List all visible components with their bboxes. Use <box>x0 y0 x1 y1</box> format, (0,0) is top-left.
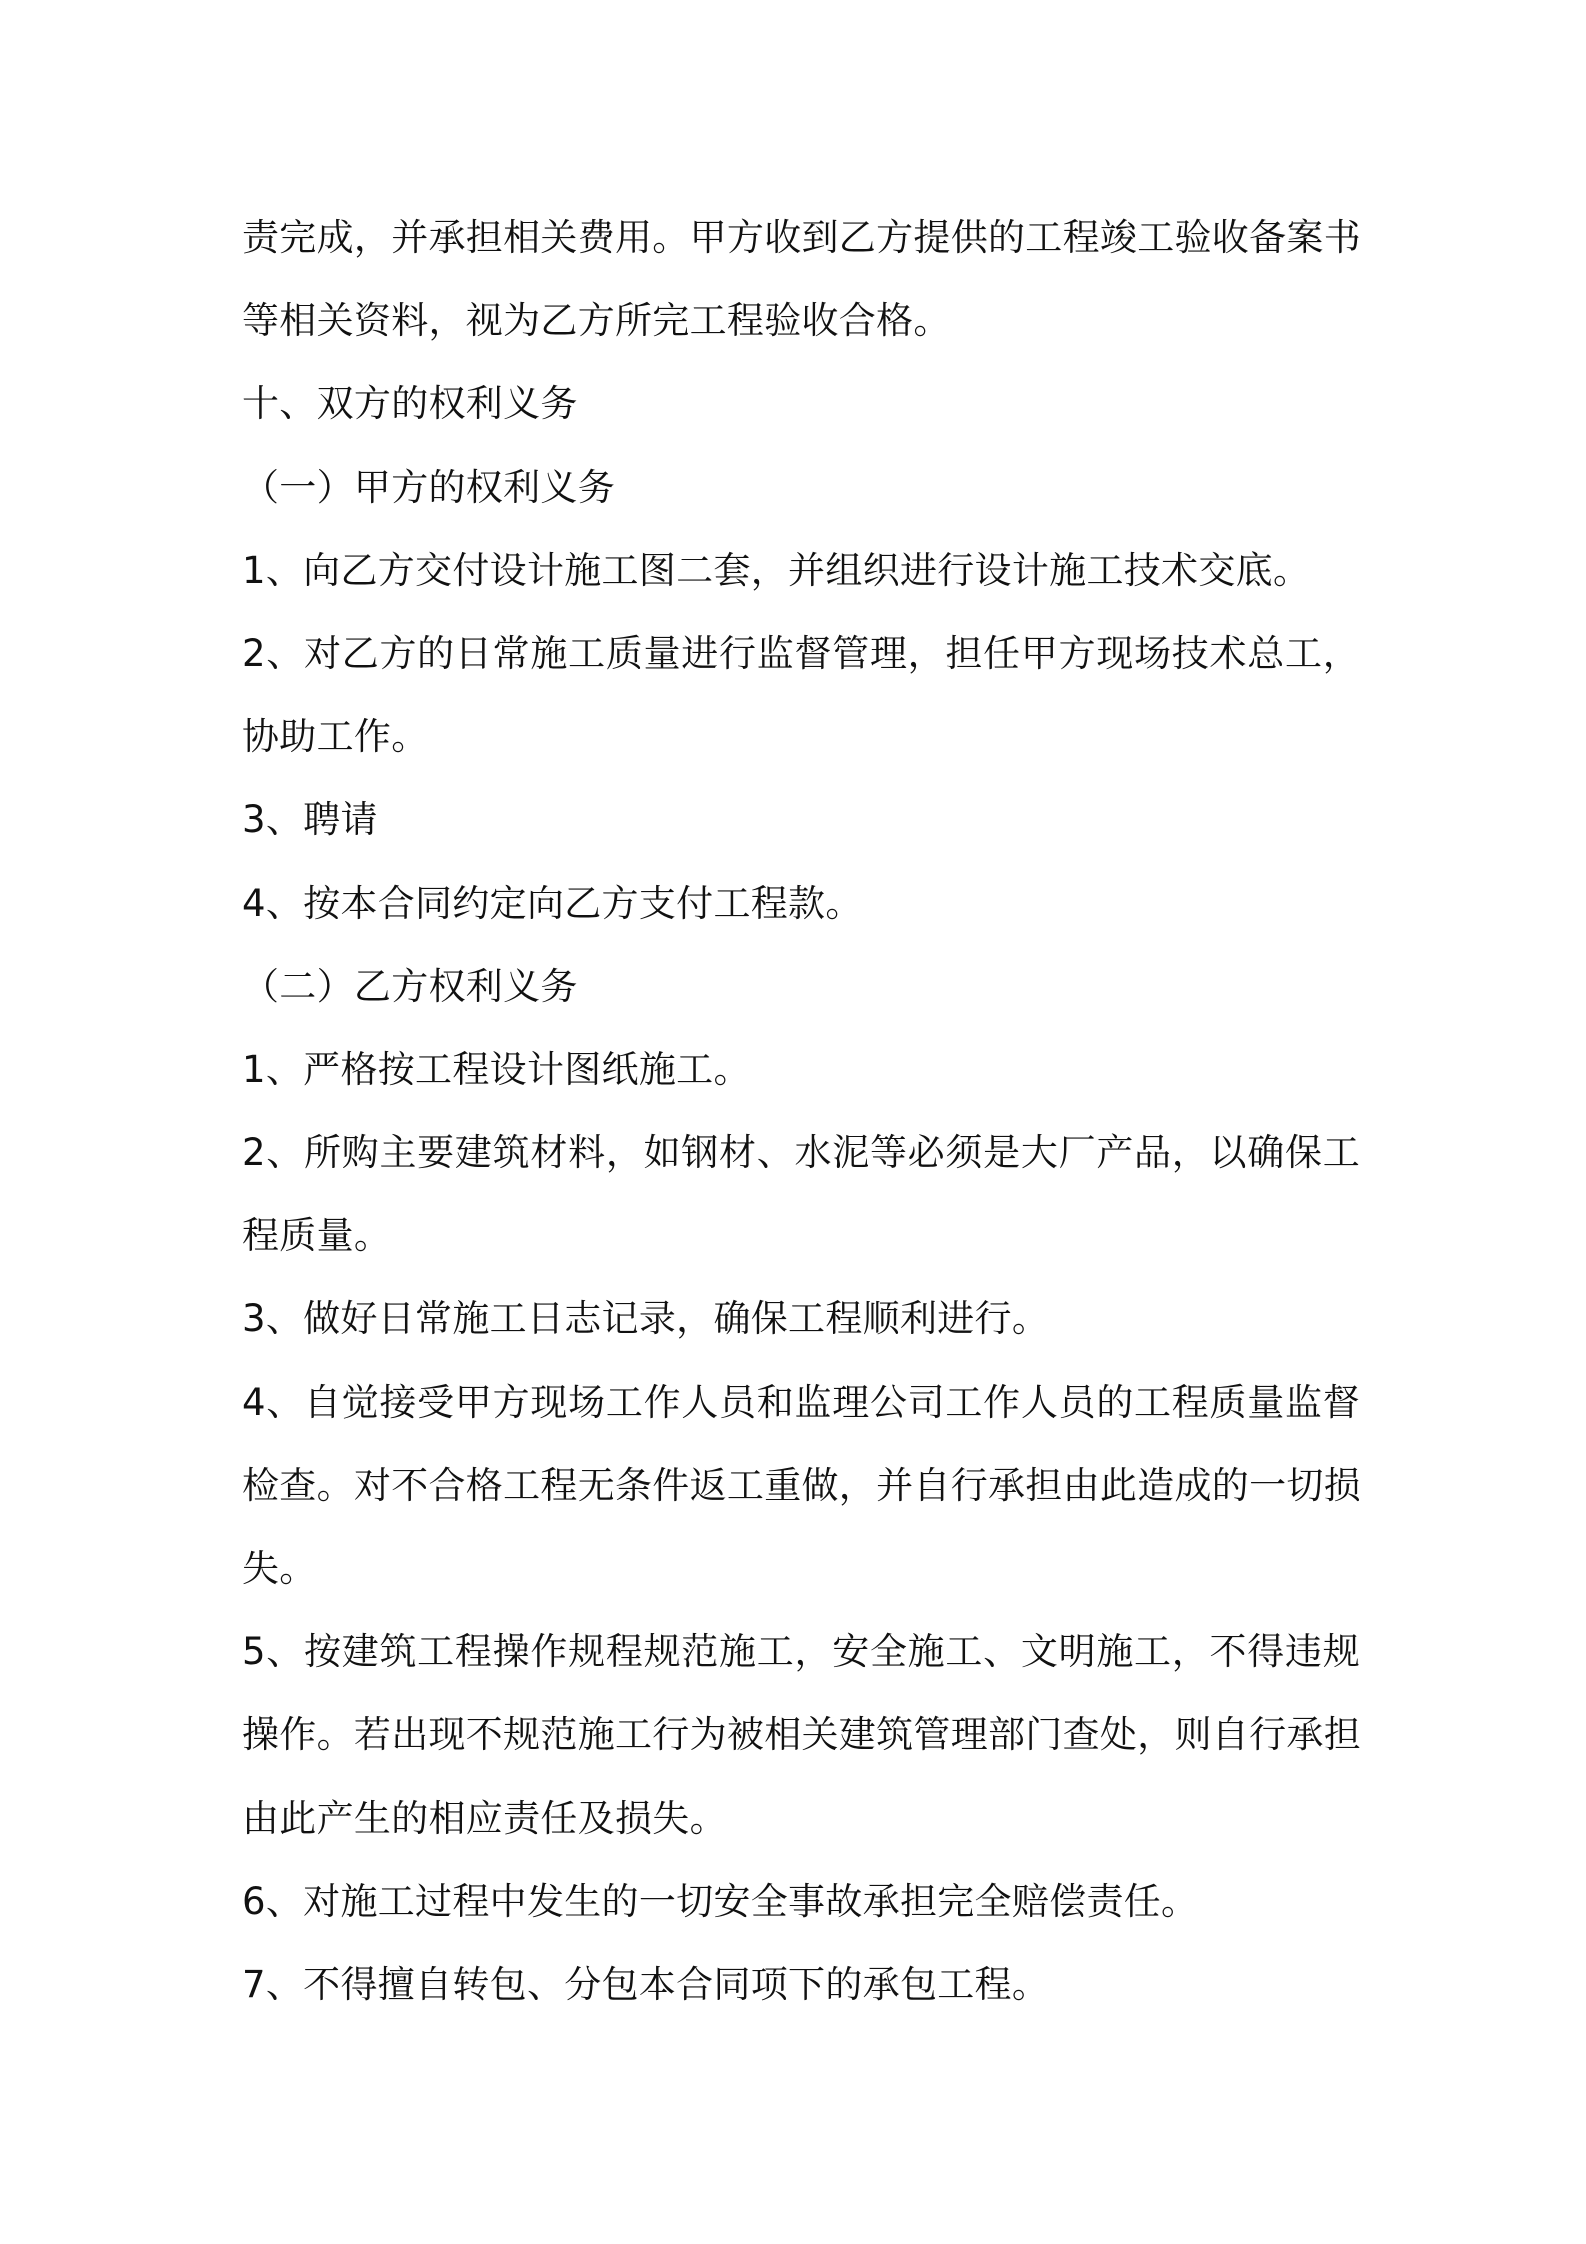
list-item: 4、按本合同约定向乙方支付工程款。 <box>242 881 863 925</box>
document-body <box>242 196 1360 2026</box>
paragraph-line: 等相关资料，视为乙方所完工程验收合格。 <box>242 299 951 343</box>
list-item: 1、严格按工程设计图纸施工。 <box>242 1047 751 1091</box>
subsection-heading: （二）乙方权利义务 <box>242 964 578 1008</box>
list-item: 3、做好日常施工日志记录，确保工程顺利进行。 <box>242 1297 1050 1341</box>
list-item-continuation: 程质量。 <box>242 1214 392 1258</box>
list-item-continuation: 由此产生的相应责任及损失。 <box>242 1796 727 1840</box>
list-item: 4、自觉接受甲方现场工作人员和监理公司工作人员的工程质量监督 <box>242 1380 1360 1424</box>
list-item: 1、向乙方交付设计施工图二套，并组织进行设计施工技术交底。 <box>242 548 1311 592</box>
subsection-heading: （一）甲方的权利义务 <box>242 465 615 509</box>
list-item: 3、聘请 <box>242 798 378 842</box>
paragraph-line: 责完成，并承担相关费用。甲方收到乙方提供的工程竣工验收备案书 <box>242 216 1361 259</box>
list-item: 2、所购主要建筑材料，如钢材、水泥等必须是大厂产品，以确保工 <box>242 1131 1360 1175</box>
list-item: 7、不得擅自转包、分包本合同项下的承包工程。 <box>242 1962 1050 2006</box>
list-item-continuation: 操作。若出现不规范施工行为被相关建筑管理部门查处，则自行承担 <box>242 1713 1361 1757</box>
list-item: 5、按建筑工程操作规程规范施工，安全施工、文明施工，不得违规 <box>242 1630 1360 1674</box>
list-item-continuation: 检查。对不合格工程无条件返工重做，并自行承担由此造成的一切损 <box>242 1463 1361 1507</box>
list-item: 6、对施工过程中发生的一切安全事故承担完全赔偿责任。 <box>242 1879 1199 1923</box>
list-item: 2、对乙方的日常施工质量进行监督管理，担任甲方现场技术总工， <box>242 631 1360 675</box>
list-item-continuation: 协助工作。 <box>242 715 429 759</box>
section-heading: 十、双方的权利义务 <box>242 382 578 426</box>
list-item-continuation: 失。 <box>242 1547 317 1590</box>
